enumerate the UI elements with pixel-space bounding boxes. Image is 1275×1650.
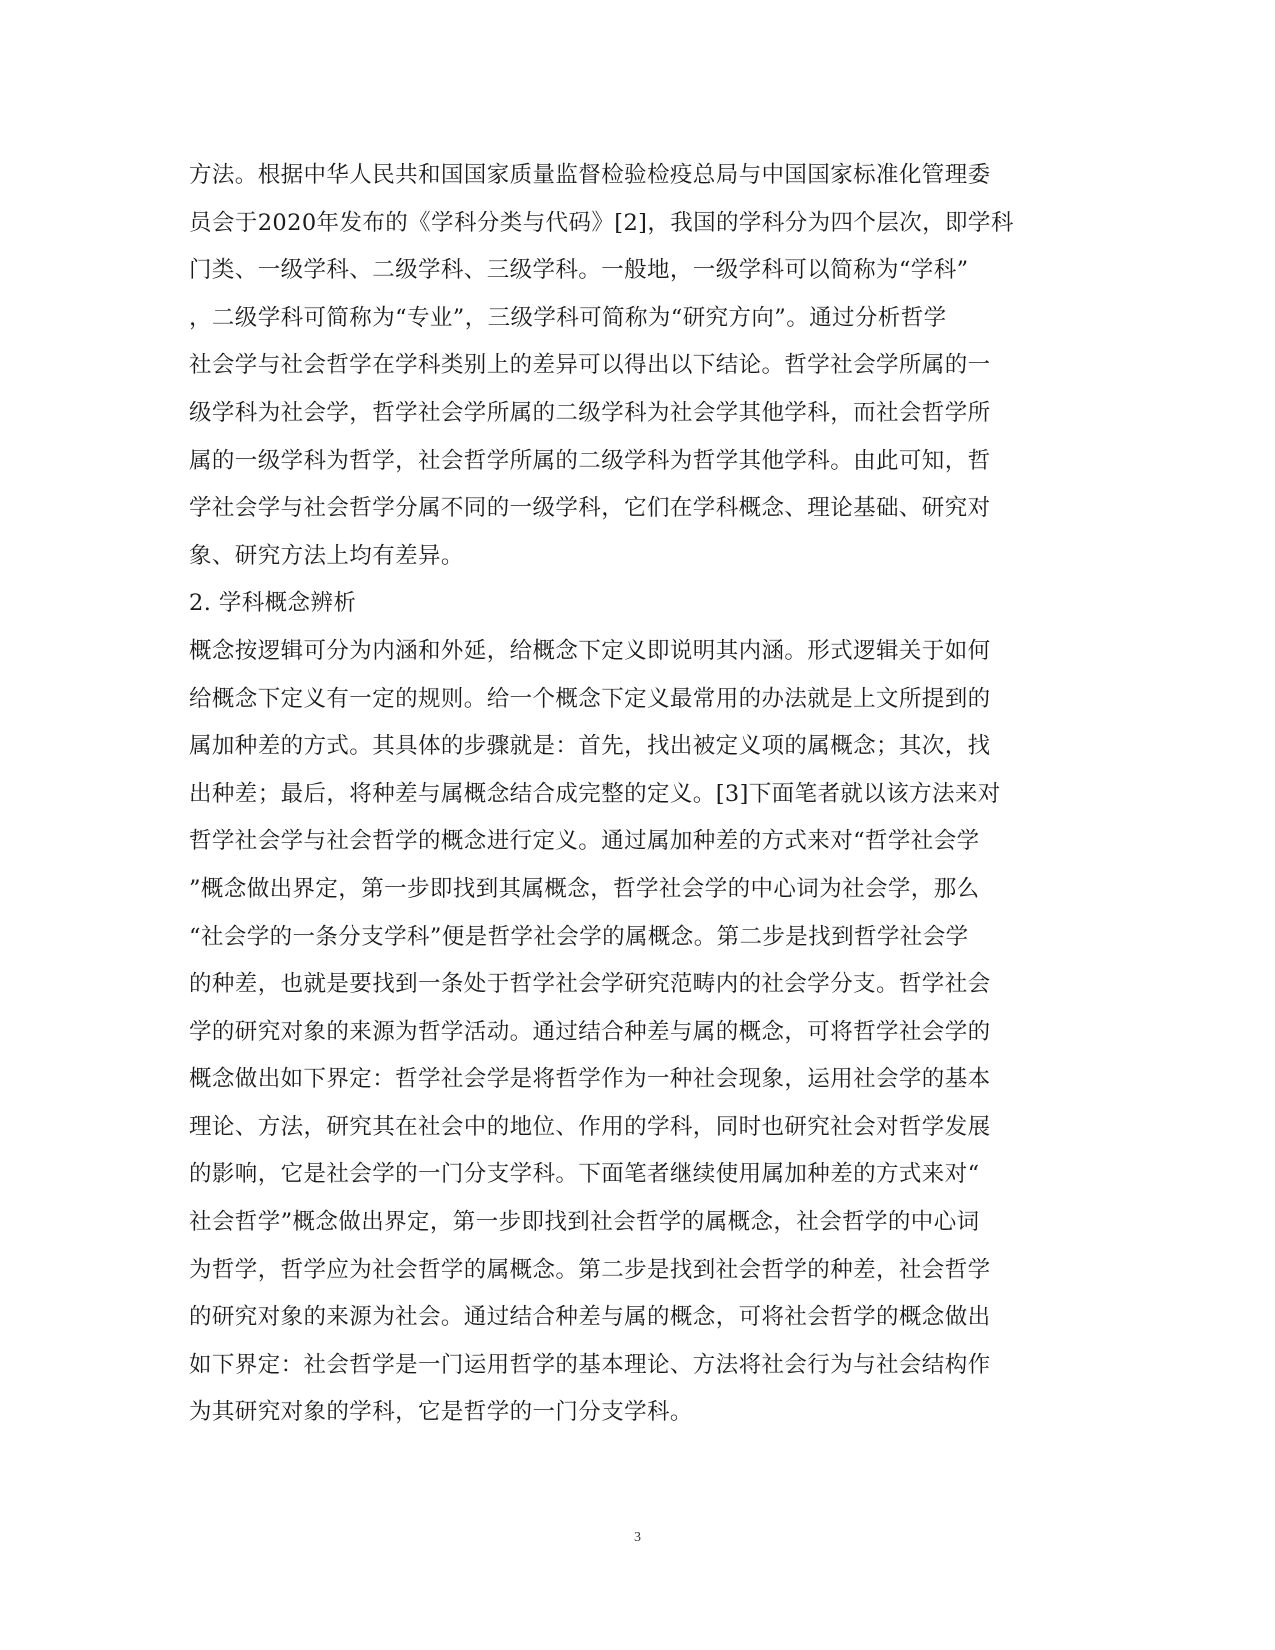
- text-line: 方法。根据中华人民共和国国家质量监督检验检疫总局与中国国家标准化管理委: [189, 162, 991, 188]
- text-line: 给概念下定义有一定的规则。给一个概念下定义最常用的办法就是上文所提到的: [189, 685, 991, 712]
- text-line: 理论、方法，研究其在社会中的地位、作用的学科，同时也研究社会对哲学发展: [189, 1113, 991, 1140]
- text-line: 属的一级学科为哲学，社会哲学所属的二级学科为哲学其他学科。由此可知，哲: [189, 447, 991, 474]
- text-line: 如下界定：社会哲学是一门运用哲学的基本理论、方法将社会行为与社会结构作: [189, 1351, 991, 1378]
- text-line: 学社会学与社会哲学分属不同的一级学科，它们在学科概念、理论基础、研究对: [189, 495, 991, 522]
- section-heading: 2. 学科概念辨析: [189, 590, 357, 617]
- text-line: 为哲学，哲学应为社会哲学的属概念。第二步是找到社会哲学的种差，社会哲学: [189, 1256, 991, 1283]
- text-line: 概念按逻辑可分为内涵和外延，给概念下定义即说明其内涵。形式逻辑关于如何: [189, 637, 991, 664]
- text-line: 的影响，它是社会学的一门分支学科。下面笔者继续使用属加种差的方式来对“: [189, 1161, 980, 1188]
- text-line: 出种差；最后，将种差与属概念结合成完整的定义。[3]下面笔者就以该方法来对: [189, 780, 1001, 807]
- text-line: 哲学社会学与社会哲学的概念进行定义。通过属加种差的方式来对“哲学社会学: [189, 828, 980, 855]
- text-line: 概念做出如下界定：哲学社会学是将哲学作为一种社会现象，运用社会学的基本: [189, 1066, 991, 1093]
- text-line: 属加种差的方式。其具体的步骤就是：首先，找出被定义项的属概念；其次，找: [189, 733, 991, 760]
- text-line: 门类、一级学科、二级学科、三级学科。一般地，一级学科可以简称为“学科”: [189, 257, 969, 284]
- text-line: 学的研究对象的来源为哲学活动。通过结合种差与属的概念，可将哲学社会学的: [189, 1018, 991, 1045]
- text-line: 社会学与社会哲学在学科类别上的差异可以得出以下结论。哲学社会学所属的一: [189, 352, 991, 379]
- page-number: 3: [634, 1530, 641, 1545]
- text-line: 的研究对象的来源为社会。通过结合种差与属的概念，可将社会哲学的概念做出: [189, 1304, 991, 1331]
- text-line: 为其研究对象的学科，它是哲学的一门分支学科。: [189, 1399, 693, 1426]
- text-line: 社会哲学”概念做出界定，第一步即找到社会哲学的属概念，社会哲学的中心词: [189, 1209, 980, 1236]
- text-line: 级学科为社会学，哲学社会学所属的二级学科为社会学其他学科，而社会哲学所: [189, 399, 991, 426]
- text-line: 的种差，也就是要找到一条处于哲学社会学研究范畴内的社会学分支。哲学社会: [189, 971, 991, 998]
- text-line: “社会学的一条分支学科”便是哲学社会学的属概念。第二步是找到哲学社会学: [189, 923, 969, 950]
- text-line: ”概念做出界定，第一步即找到其属概念，哲学社会学的中心词为社会学，那么: [189, 875, 980, 902]
- body-text: [189, 152, 1069, 1437]
- text-line: 象、研究方法上均有差异。: [189, 542, 464, 569]
- text-line: 员会于2020年发布的《学科分类与代码》[2]，我国的学科分为四个层次，即学科: [189, 209, 1014, 236]
- text-line: ，二级学科可简称为“专业”，三级学科可简称为“研究方向”。通过分析哲学: [189, 304, 947, 331]
